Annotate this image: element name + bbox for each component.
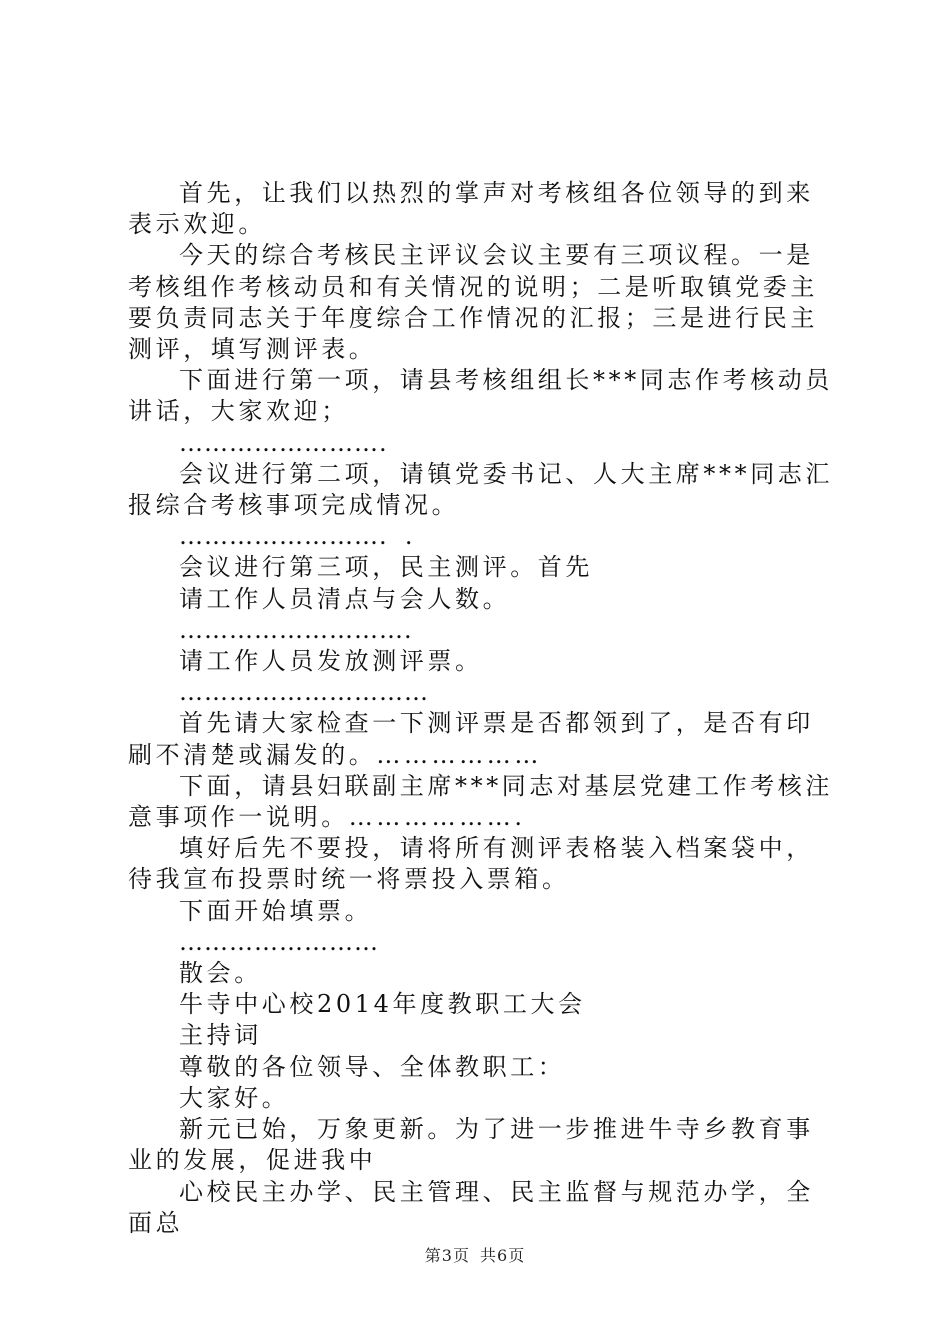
page-footer: [0, 1243, 950, 1266]
greeting: 大家好。: [179, 1083, 290, 1112]
document-body: [128, 178, 834, 1239]
section-title: 牛寺中心校2014年度教职工大会: [179, 990, 586, 1019]
paragraph: 散会。: [179, 959, 262, 988]
paragraph: 下面进行第一项，请县考核组组长***同志作考核动员讲话，大家欢迎；: [128, 366, 833, 426]
paragraph: 请工作人员清点与会人数。: [179, 584, 511, 613]
paragraph: 今天的综合考核民主评议会议主要有三项议程。一是考核组作考核动员和有关情况的说明；二是听取镇党委主要负责同志关于年度综合工作情况的汇报；三是进行民主测评，填写测评表。: [128, 241, 818, 364]
paragraph: 下面开始填票。: [179, 896, 373, 925]
paragraph: 首先，让我们以热烈的掌声对考核组各位领导的到来表示欢迎。: [128, 179, 814, 239]
paragraph: 填好后先不要投，请将所有测评表格装入档案袋中，待我宣布投票时统一将票投入票箱。: [128, 834, 814, 894]
salutation: 尊敬的各位领导、全体教职工：: [179, 1052, 566, 1081]
ellipsis-line: ……………………. .: [179, 522, 414, 551]
ellipsis-line: …………………………: [179, 678, 429, 707]
ellipsis-line: ……………………: [179, 927, 379, 956]
paragraph: 请工作人员发放测评票。: [179, 647, 483, 676]
paragraph: 心校民主办学、民主管理、民主监督与规范办学，全面总: [128, 1177, 814, 1237]
paragraph: 会议进行第二项，请镇党委书记、人大主席***同志汇报综合考核事项完成情况。: [128, 459, 833, 520]
paragraph: 首先请大家检查一下测评票是否都领到了，是否有印刷不清楚或漏发的。………………: [128, 709, 814, 769]
ellipsis-line: …………………….: [179, 428, 388, 457]
page-number: 第3页: [424, 1246, 470, 1265]
paragraph: 会议进行第三项，民主测评。首先: [179, 553, 593, 582]
paragraph: 新元已始，万象更新。为了进一步推进牛寺乡教育事业的发展，促进我中: [128, 1115, 814, 1175]
section-subtitle: 主持词: [179, 1021, 262, 1050]
ellipsis-line: ……………………….: [179, 615, 413, 644]
paragraph: 下面，请县妇联副主席***同志对基层党建工作考核注意事项作一说明。……………….: [128, 771, 833, 832]
page-total: 共6页: [480, 1246, 526, 1265]
